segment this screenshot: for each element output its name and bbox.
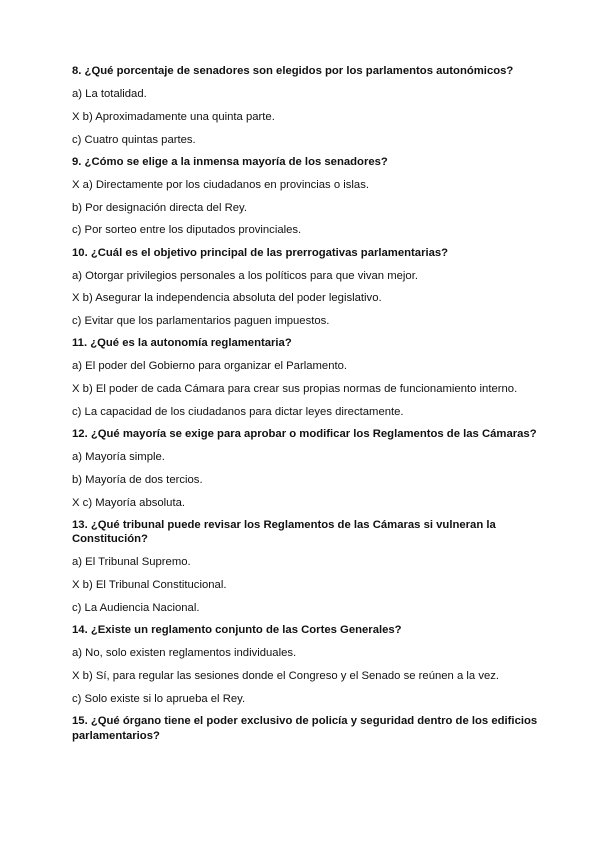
question-title: 8. ¿Qué porcentaje de senadores son elegidos por los parlamentos autonómicos? (72, 65, 514, 77)
question-10 (72, 246, 542, 329)
answer-option: c) La Audiencia Nacional. (72, 602, 200, 614)
answer-option: b) Por designación directa del Rey. (72, 201, 247, 214)
question-9 (72, 155, 542, 238)
answer-option: X b) Sí, para regular las sesiones donde el Congreso y el Senado se reúnen a la vez. (72, 669, 500, 682)
answer-option: c) Solo existe si lo aprueba el Rey. (72, 692, 246, 705)
question-11 (72, 336, 542, 419)
question-title: 10. ¿Cuál es el objetivo principal de las prerrogativas parlamentarias? (72, 246, 449, 259)
answer-option: a) El Tribunal Supremo. (72, 556, 191, 569)
question-14 (72, 623, 542, 706)
question-13 (72, 518, 542, 615)
question-title: 9. ¿Cómo se elige a la inmensa mayoría de los senadores? (72, 155, 388, 168)
answer-option: X b) Aproximadamente una quinta parte. (72, 110, 275, 123)
question-15 (72, 714, 542, 743)
question-title: 13. ¿Qué tribunal puede revisar los Reglamentos de las Cámaras si vulneran la Constitución? (72, 518, 496, 546)
answer-option: a) No, solo existen reglamentos individuales. (72, 647, 297, 660)
answer-option: b) Mayoría de dos tercios. (72, 473, 203, 486)
question-8 (72, 64, 542, 147)
answer-option: X b) El Tribunal Constitucional. (72, 579, 227, 592)
answer-option: X b) Asegurar la independencia absoluta del poder legislativo. (72, 292, 382, 305)
answer-option: c) Evitar que los parlamentarios paguen impuestos. (72, 315, 330, 328)
answer-option: X c) Mayoría absoluta. (72, 496, 186, 509)
answer-option: a) Otorgar privilegios personales a los políticos para que vivan mejor. (72, 269, 418, 282)
answer-option: c) Cuatro quintas partes. (72, 133, 196, 146)
question-title: 14. ¿Existe un reglamento conjunto de las Cortes Generales? (72, 624, 402, 637)
answer-option: X b) El poder de cada Cámara para crear sus propias normas de funcionamiento interno. (72, 383, 518, 396)
answer-option: a) El poder del Gobierno para organizar el Parlamento. (72, 360, 348, 373)
answer-option: X a) Directamente por los ciudadanos en provincias o islas. (72, 178, 370, 191)
answer-option: c) Por sorteo entre los diputados provinciales. (72, 224, 302, 237)
question-title: 11. ¿Qué es la autonomía reglamentaria? (72, 337, 292, 350)
question-12 (72, 427, 542, 510)
answer-option: c) La capacidad de los ciudadanos para dictar leyes directamente. (72, 405, 404, 418)
document-page (72, 64, 542, 752)
answer-option: a) La totalidad. (72, 87, 147, 100)
answer-option: a) Mayoría simple. (72, 451, 165, 464)
question-title: 12. ¿Qué mayoría se exige para aprobar o modificar los Reglamentos de las Cámaras? (72, 428, 537, 441)
question-title: 15. ¿Qué órgano tiene el poder exclusivo de policía y seguridad dentro de los edificios parlamentarios? (72, 714, 538, 742)
